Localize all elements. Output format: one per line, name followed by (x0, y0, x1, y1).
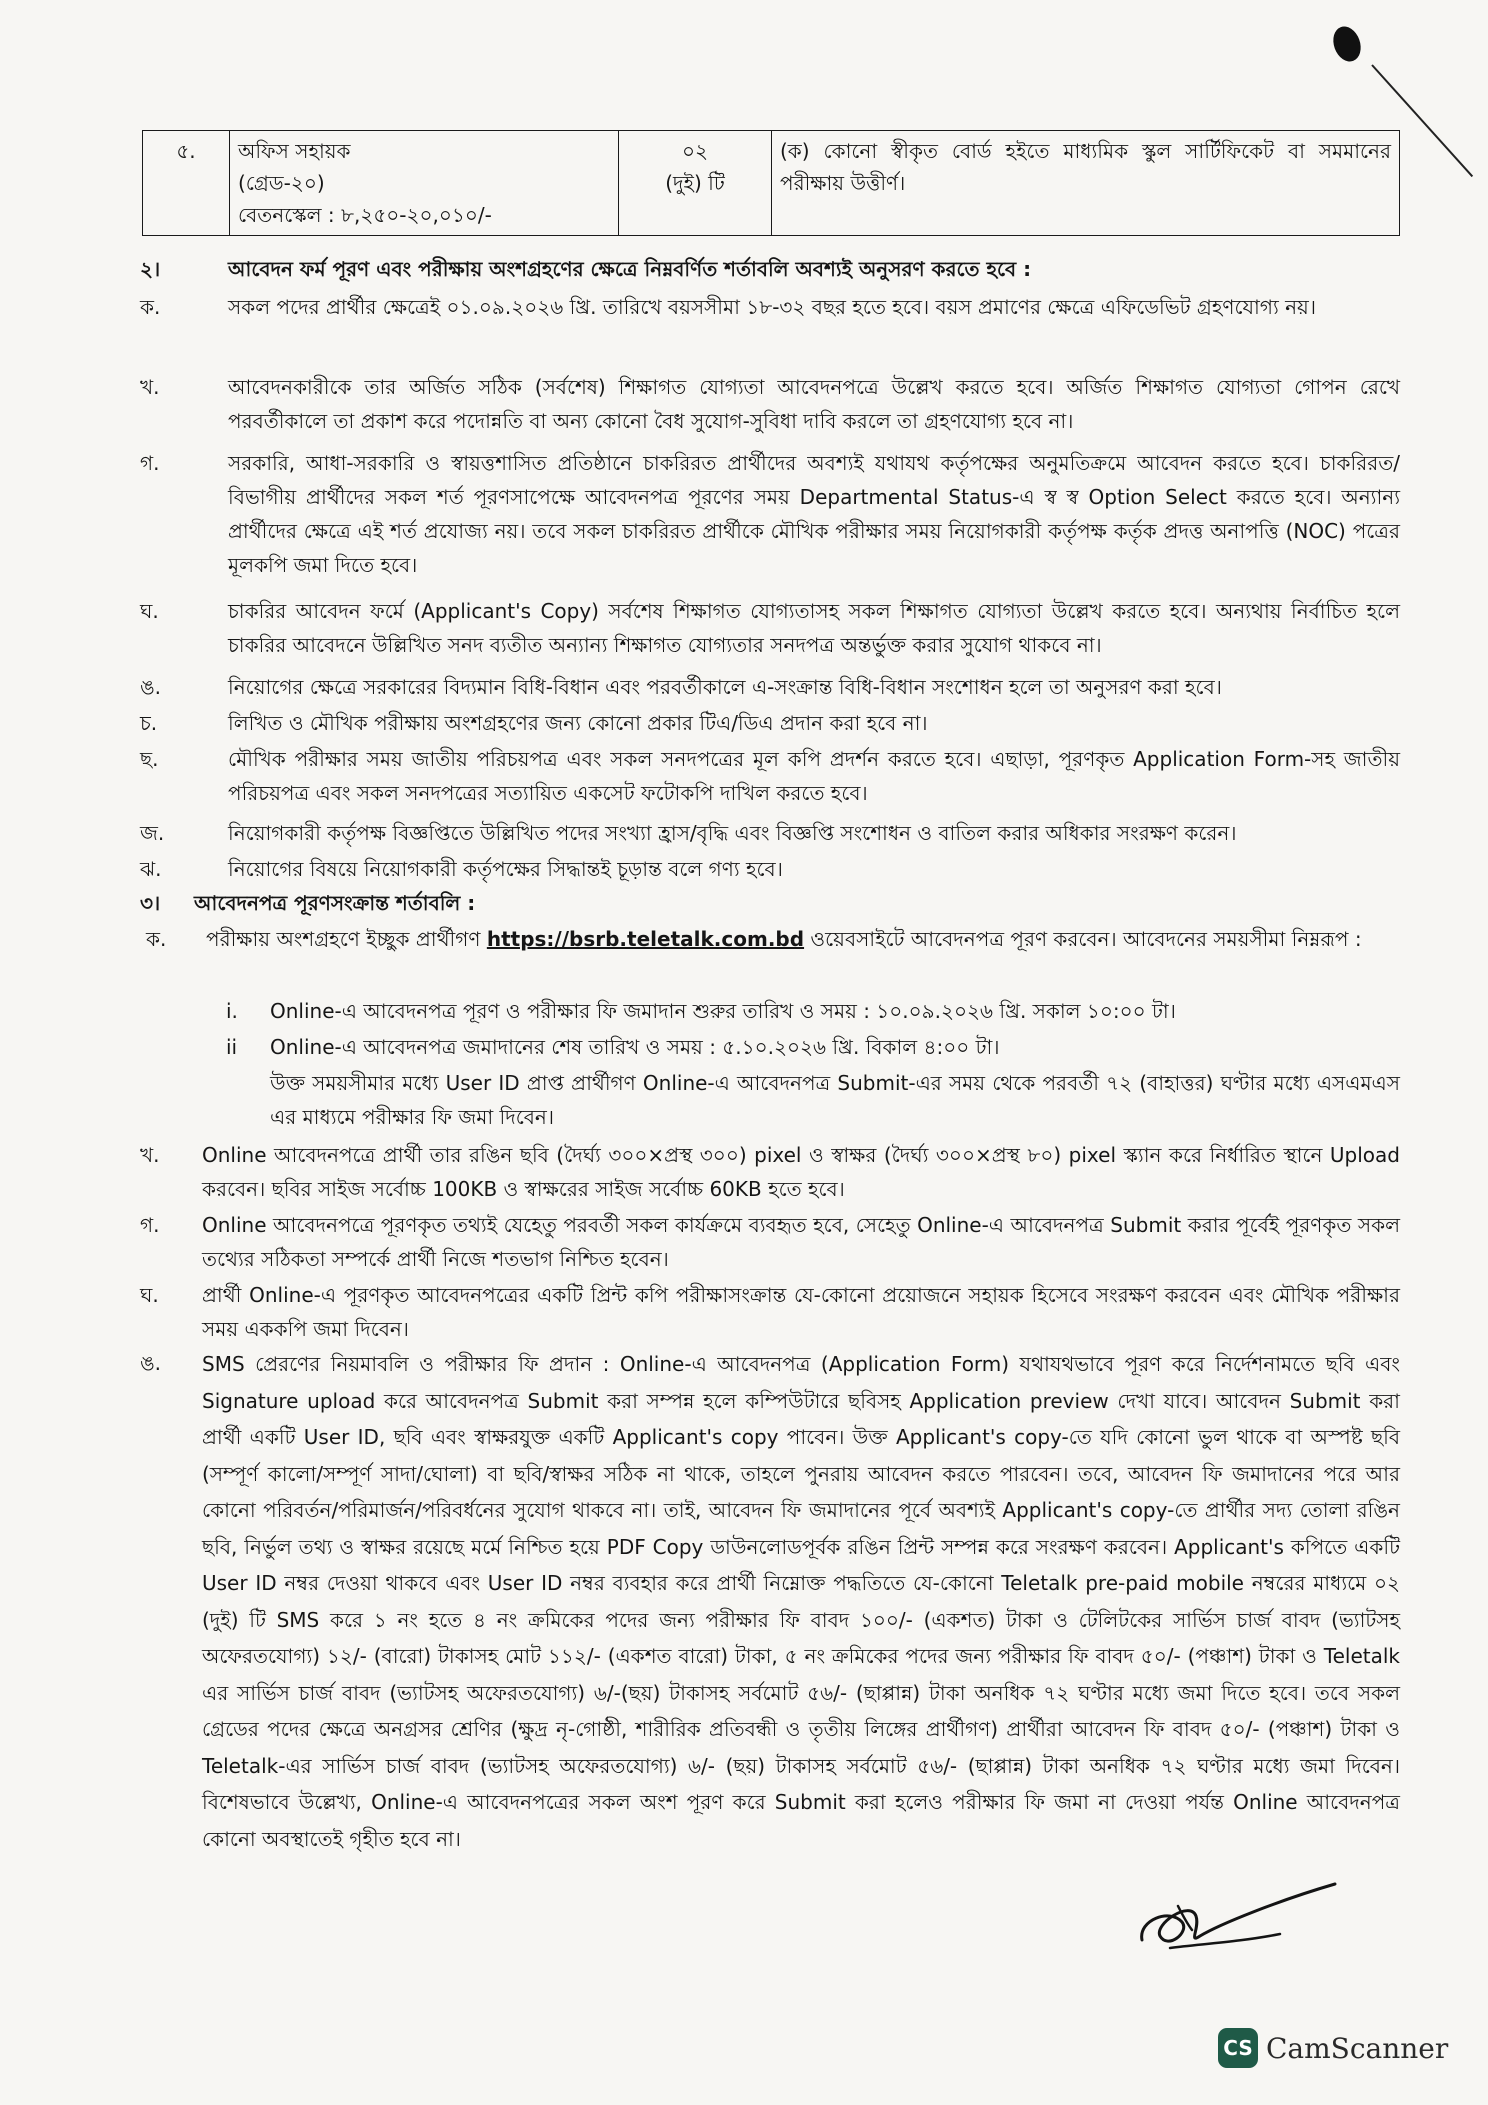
post-pay-scale: বেতনস্কেল : ৮,২৫০-২০,০১০/- (238, 203, 492, 227)
sub-item-marker: i. (226, 999, 238, 1023)
list-item: চাকরির আবেদন ফর্মে (Applicant's Copy) সর্বশেষ শিক্ষাগত যোগ্যতাসহ সকল শিক্ষাগত যোগ্যতা উল্লেখ করতে হবে। অন্যথায় নির্বাচিত হলে চাকরির আবেদনে উল্লিখিত সনদ ব্যতীত অন্যান্য শিক্ষাগত যোগ্যতার সনদপত্র অন্তর্ভুক্ত করার সুযোগ থাকবে না। (228, 599, 1400, 657)
list-item: সকল পদের প্রার্থীর ক্ষেত্রেই ০১.০৯.২০২৬ খ্রি. তারিখে বয়সসীমা ১৮-৩২ বছর হতে হবে। বয়স প্রমাণের ক্ষেত্রে এফিডেভিট গ্রহণযোগ্য নয়। (228, 295, 1316, 319)
list-item-marker: গ. (140, 451, 160, 475)
sub-item-marker: ii (226, 1035, 238, 1059)
list-item: SMS প্রেরণের নিয়মাবলি ও পরীক্ষার ফি প্রদান : Online-এ আবেদনপত্র (Application Form) যথাযথভাবে পূরণ করে নির্দেশনামতে ছবি এবং Signature upload করে আবেদনপত্র Submit করা সম্পন্ন হলে কম্পিউটারে ছবিসহ Application preview দেখা যাবে। আবেদন Submit করা প্রার্থী একটি User ID, ছবি এবং স্বাক্ষরযুক্ত একটি Applicant's copy পাবেন। উক্ত Applicant's copy-তে যদি কোনো ভুল থাকে বা অস্পষ্ট ছবি (সম্পূর্ণ কালো/সম্পূর্ণ সাদা/ঘোলা) বা ছবি/স্বাক্ষর সঠিক না থাকে, তাহলে পুনরায় আবেদন করতে পারবেন। তবে, আবেদন ফি জমাদানের পরে আর কোনো পরিবর্তন/পরিমার্জন/পরিবর্ধনের সুযোগ থাকবে না। তাই, আবেদন ফি জমাদানের পূর্বে অবশ্যই Applicant's copy-তে প্রার্থীর সদ্য তোলা রঙিন ছবি, নির্ভুল তথ্য ও স্বাক্ষর রয়েছে মর্মে নিশ্চিত হয়ে PDF Copy ডাউনলোডপূর্বক রঙিন প্রিন্ট সম্পন্ন করে সংরক্ষণ করবেন। Applicant's কপিতে একটি User ID নম্বর দেওয়া থাকবে এবং User ID নম্বর ব্যবহার করে প্রার্থী নিম্নোক্ত পদ্ধতিতে যে-কোনো Teletalk pre-paid mobile নম্বরের মাধ্যমে ০২ (দুই) টি SMS করে ১ নং হতে ৪ নং ক্রমিকের পদের জন্য পরীক্ষার ফি বাবদ ১০০/- (একশত) টাকা ও টেলিটকের সার্ভিস চার্জ বাবদ (ভ্যাটসহ অফেরতযোগ্য) ১২/- (বারো) টাকাসহ মোট ১১২/- (একশত বারো) টাকা, ৫ নং ক্রমিকের পদের জন্য পরীক্ষার ফি বাবদ ৫০/- (পঞ্চাশ) টাকা ও Teletalk এর সার্ভিস চার্জ বাবদ (ভ্যাটসহ অফেরতযোগ্য) ৬/-(ছয়) টাকাসহ সর্বমোট ৫৬/- (ছাপ্পান্ন) টাকা অনধিক ৭২ ঘণ্টার মধ্যে জমা দিতে হবে। তবে সকল গ্রেডের পদের ক্ষেত্রে অনগ্রসর শ্রেণির (ক্ষুদ্র নৃ-গোষ্ঠী, শারীরিক প্রতিবন্ধী ও তৃতীয় লিঙ্গের প্রার্থীগণ) প্রার্থীরা আবেদন ফি বাবদ ৫০/- (পঞ্চাশ) টাকা ও Teletalk-এর সার্ভিস চার্জ বাবদ (ভ্যাটসহ অফেরতযোগ্য) ৬/- (ছয়) টাকাসহ সর্বমোট ৫৬/- (ছাপ্পান্ন) টাকা অনধিক ৭২ ঘণ্টার মধ্যে জমা দিবেন। বিশেষভাবে উল্লেখ্য, Online-এ আবেদনপত্রের সকল অংশ পূরণ করে Submit করা হলেও পরীক্ষার ফি জমা না দেওয়া পর্যন্ত Online আবেদনপত্র কোনো অবস্থাতেই গৃহীত হবে না। (202, 1352, 1401, 1851)
list-item: নিয়োগের ক্ষেত্রে সরকারের বিদ্যমান বিধি-বিধান এবং পরবর্তীকালে এ-সংক্রান্ত বিধি-বিধান সংশোধন হলে তা অনুসরণ করা হবে। (228, 675, 1222, 699)
list-item-marker: ক. (140, 295, 161, 319)
apply-website-link[interactable]: https://bsrb.teletalk.com.bd (486, 927, 805, 951)
list-item: Online আবেদনপত্রে প্রার্থী তার রঙিন ছবি (দৈর্ঘ্য ৩০০×প্রস্থ ৩০০) pixel ও স্বাক্ষর (দৈর্ঘ্য ৩০০×প্রস্থ ৮০) pixel স্ক্যান করে নির্ধারিত স্থানে Upload করবেন। ছবির সাইজ সর্বোচ্চ 100KB ও স্বাক্ষরের সাইজ সর্বোচ্চ 60KB হতে হবে। (202, 1143, 1400, 1201)
list-item: মৌখিক পরীক্ষার সময় জাতীয় পরিচয়পত্র এবং সকল সনদপত্রের মূল কপি প্রদর্শন করতে হবে। এছাড়া, পূরণকৃত Application Form-সহ জাতীয় পরিচয়পত্র এবং সকল সনদপত্রের সত্যায়িত একসেট ফটোকপি দাখিল করতে হবে। (228, 747, 1400, 805)
count-cell (619, 131, 772, 236)
camscanner-brand: CamScanner (1266, 2031, 1449, 2065)
post-table (142, 130, 1400, 236)
section-3-heading: আবেদনপত্র পূরণসংক্রান্ত শর্তাবলি : (194, 891, 476, 915)
list-item-marker: ঙ. (140, 1351, 162, 1375)
list-item-marker: ছ. (140, 747, 159, 771)
list-item: প্রার্থী Online-এ পূরণকৃত আবেদনপত্রের একটি প্রিন্ট কপি পরীক্ষাসংক্রান্ত যে-কোনো প্রয়োজনে সহায়ক হিসেবে সংরক্ষণ করবেন এবং মৌখিক পরীক্ষার সময় এককপি জমা দিবেন। (202, 1283, 1400, 1341)
list-item: নিয়োগকারী কর্তৃপক্ষ বিজ্ঞপ্তিতে উল্লিখিত পদের সংখ্যা হ্রাস/বৃদ্ধি এবং বিজ্ঞপ্তি সংশোধন ও বাতিল করার অধিকার সংরক্ষণ করেন। (228, 821, 1237, 845)
sub-item-start-date: Online-এ আবেদনপত্র পূরণ ও পরীক্ষার ফি জমাদান শুরুর তারিখ ও সময় : ১০.০৯.২০২৬ খ্রি. সকাল ১০:০০ টা। (270, 999, 1176, 1023)
list-item-marker: জ. (140, 821, 165, 845)
apply-text-before: পরীক্ষায় অংশগ্রহণে ইচ্ছুক প্রার্থীগণ (206, 927, 481, 951)
camscanner-watermark (1218, 2028, 1448, 2068)
post-name: অফিস সহায়ক (238, 139, 351, 163)
list-item-marker: ঝ. (140, 857, 162, 881)
serial-cell: ৫. (143, 131, 230, 236)
list-item (206, 922, 1400, 956)
ink-blot (1329, 23, 1366, 66)
list-item: সরকারি, আধা-সরকারি ও স্বায়ত্তশাসিত প্রতিষ্ঠানে চাকরিরত প্রার্থীদের অবশ্যই যথাযথ কর্তৃপক্ষের অনুমতিক্রমে আবেদন করতে হবে। চাকরিরত/বিভাগীয় প্রার্থীদের সকল শর্ত পূরণসাপেক্ষে আবেদনপত্র পূরণের সময় Departmental Status-এ স্ব স্ব Option Select করতে হবে। অন্যান্য প্রার্থীদের ক্ষেত্রে এই শর্ত প্রযোজ্য নয়। তবে সকল চাকরিরত প্রার্থীকে মৌখিক পরীক্ষার সময় নিয়োগকারী কর্তৃপক্ষ কর্তৃক প্রদত্ত অনাপত্তি (NOC) পত্রের মূলকপি জমা দিতে হবে। (228, 451, 1400, 577)
list-item-marker: ঘ. (140, 1283, 159, 1307)
section-3-number: ৩। (140, 891, 161, 915)
list-item-marker: খ. (140, 375, 160, 399)
list-item-marker: গ. (140, 1213, 160, 1237)
post-grade: (গ্রেড-২০) (238, 171, 325, 195)
list-item-marker: ঘ. (140, 599, 159, 623)
post-count-number: ০২ (681, 139, 708, 163)
sub-item-end-date: Online-এ আবেদনপত্র জমাদানের শেষ তারিখ ও সময় : ৫.১০.২০২৬ খ্রি. বিকাল ৪:০০ টা। (270, 1035, 1000, 1059)
post-cell (230, 131, 619, 236)
list-item-marker: ক. (146, 927, 167, 951)
section-2-heading: আবেদন ফর্ম পূরণ এবং পরীক্ষায় অংশগ্রহণের ক্ষেত্রে নিম্নবর্ণিত শর্তাবলি অবশ্যই অনুসরণ করতে হবে : (228, 257, 1032, 281)
qualification-cell: (ক) কোনো স্বীকৃত বোর্ড হইতে মাধ্যমিক স্কুল সার্টিফিকেট বা সমমানের পরীক্ষায় উত্তীর্ণ। (772, 131, 1400, 236)
signature (1130, 1870, 1340, 1970)
table-row (143, 131, 1400, 236)
list-item-marker: চ. (140, 711, 158, 735)
list-item-marker: খ. (140, 1143, 160, 1167)
list-item: আবেদনকারীকে তার অর্জিত সঠিক (সর্বশেষ) শিক্ষাগত যোগ্যতা আবেদনপত্রে উল্লেখ করতে হবে। অর্জিত শিক্ষাগত যোগ্যতা গোপন রেখে পরবর্তীকালে তা প্রকাশ করে পদোন্নতি বা অন্য কোনো বৈধ সুযোগ-সুবিধা দাবি করলে তা গ্রহণযোগ্য হবে না। (228, 375, 1400, 433)
list-item: Online আবেদনপত্রে পূরণকৃত তথ্যই যেহেতু পরবর্তী সকল কার্যক্রমে ব্যবহৃত হবে, সেহেতু Online-এ আবেদনপত্র Submit করার পূর্বেই পূরণকৃত সকল তথ্যের সঠিকতা সম্পর্কে প্রার্থী নিজে শতভাগ নিশ্চিত হবেন। (202, 1213, 1400, 1271)
sub-item-note: উক্ত সময়সীমার মধ্যে User ID প্রাপ্ত প্রার্থীগণ Online-এ আবেদনপত্র Submit-এর সময় থেকে পরবর্তী ৭২ (বাহাত্তর) ঘণ্টার মধ্যে এসএমএস এর মাধ্যমে পরীক্ষার ফি জমা দিবেন। (270, 1071, 1400, 1129)
list-item: নিয়োগের বিষয়ে নিয়োগকারী কর্তৃপক্ষের সিদ্ধান্তই চূড়ান্ত বলে গণ্য হবে। (228, 857, 783, 881)
camscanner-logo-icon: CS (1218, 2028, 1258, 2068)
list-item-marker: ঙ. (140, 675, 162, 699)
list-item: লিখিত ও মৌখিক পরীক্ষায় অংশগ্রহণের জন্য কোনো প্রকার টিএ/ডিএ প্রদান করা হবে না। (228, 711, 928, 735)
section-2-number: ২। (140, 257, 161, 281)
post-count-words: (দুই) টি (665, 171, 725, 195)
apply-text-after: ওয়েবসাইটে আবেদনপত্র পূরণ করবেন। আবেদনের সময়সীমা নিম্নরূপ : (810, 927, 1362, 951)
